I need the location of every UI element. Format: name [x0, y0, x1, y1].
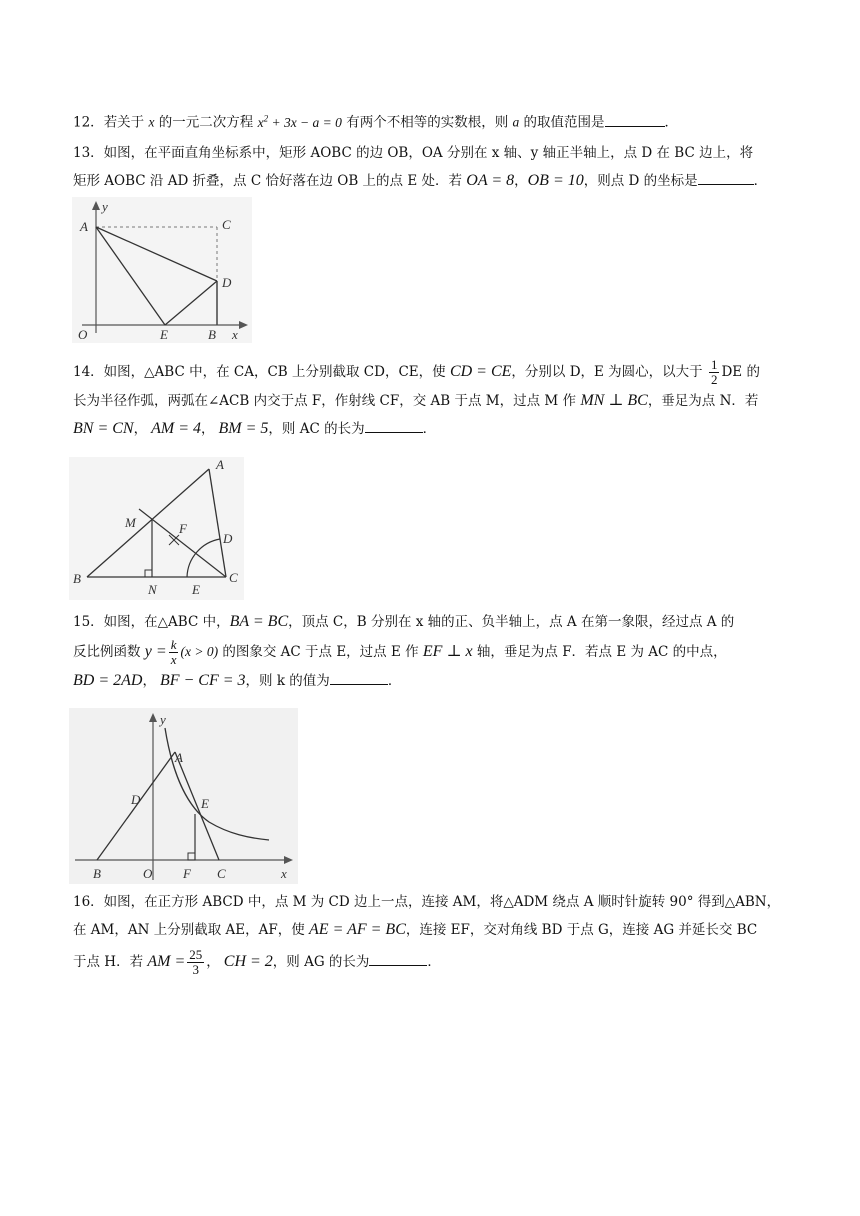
label-y: y: [160, 712, 166, 727]
condition: CH = 2: [223, 953, 273, 970]
label-y: y: [102, 199, 108, 214]
text: ，: [133, 421, 148, 437]
condition: AE = AF = BC: [309, 921, 406, 938]
condition: BN = CN: [73, 420, 134, 437]
text: ．: [427, 954, 441, 970]
fraction-denominator: 2: [710, 372, 718, 387]
question-16: [73, 890, 793, 977]
text: ，: [514, 173, 528, 189]
fraction-numerator: 1: [710, 357, 718, 372]
answer-blank[interactable]: [698, 170, 754, 185]
function-lhs: y =: [144, 643, 167, 660]
question-16-line-3: [73, 948, 793, 977]
text: ，垂足为点 N．若: [647, 393, 759, 409]
variable: a: [512, 114, 520, 130]
condition: BA = BC: [229, 613, 289, 630]
label-F: F: [179, 521, 187, 536]
question-number: 12．: [73, 114, 104, 131]
label-B: B: [73, 571, 81, 586]
condition: OA = 8: [466, 172, 515, 189]
question-12: [73, 106, 793, 135]
answer-blank[interactable]: [330, 670, 388, 685]
text: ．: [664, 114, 679, 131]
text: ．: [387, 673, 402, 689]
figure-13: [72, 197, 252, 343]
equation: [258, 115, 342, 130]
question-16-line-2: [73, 918, 793, 942]
label-D: D: [131, 792, 141, 807]
question-15-line-2: [73, 638, 793, 667]
question-16-line-1: 16．如图，在正方形 ABCD 中，点 M 为 CD 边上一点，连接 AM，将△ADM 绕点 A 顺时针旋转 90° 得到△ABN，: [73, 894, 781, 910]
question-14-line-2: [73, 389, 793, 413]
text: 矩形 AOBC 沿 AD 折叠，点 C 恰好落在边 OB 上的点 E 处．若: [73, 173, 467, 189]
fraction-25-over-3: [187, 948, 204, 977]
equation-part: x: [257, 114, 264, 130]
label-B: B: [93, 866, 101, 881]
label-O: O: [143, 866, 153, 881]
text: 14．如图，△ABC 中，在 CA，CB 上分别截取 CD，CE，使: [73, 364, 450, 380]
text: 的图象交 AC 于点 E，过点 E 作: [218, 644, 423, 660]
label-N: N: [148, 582, 157, 597]
question-14-line-3: [73, 417, 793, 441]
label-C: C: [229, 570, 238, 585]
text: ，: [206, 954, 220, 970]
text: 若关于: [103, 114, 149, 131]
text: 在 AM，AN 上分别截取 AE，AF，使: [73, 922, 310, 938]
equation-part: + 3x − a = 0: [268, 114, 342, 130]
label-E: E: [160, 327, 168, 342]
figure-14-svg: [69, 457, 244, 600]
condition: BM = 5: [218, 420, 269, 437]
condition: BF − CF = 3: [159, 672, 246, 689]
text: 的一元二次方程: [154, 114, 258, 131]
label-B: B: [208, 327, 216, 342]
text: 有两个不相等的实数根，则: [341, 114, 513, 131]
label-A: A: [216, 457, 224, 472]
label-D: D: [222, 275, 232, 290]
answer-blank[interactable]: [605, 112, 665, 127]
text: ，则 k 的值为: [245, 673, 330, 689]
fraction-k-over-x: [169, 638, 179, 667]
figure-15: [69, 708, 298, 884]
text: ．: [422, 421, 437, 437]
condition: MN ⊥ BC: [580, 392, 648, 409]
answer-blank[interactable]: [369, 951, 427, 966]
question-14-line-1: [73, 358, 793, 387]
label-M: M: [125, 515, 136, 530]
figure-14: [69, 457, 244, 600]
text: 15．如图，在△ABC 中，: [73, 614, 230, 630]
figure-15-svg: [69, 708, 298, 884]
equation-exponent: 2: [263, 113, 269, 123]
fraction-denominator: 3: [192, 962, 200, 977]
question-12-line: [73, 106, 793, 135]
text: ，: [142, 673, 156, 689]
label-C: C: [222, 217, 231, 232]
text: ，顶点 C，B 分别在 x 轴的正、负半轴上，点 A 在第一象限，经过点 A 的: [288, 614, 735, 630]
function-domain: (x > 0): [180, 644, 219, 659]
text: ．: [753, 173, 768, 189]
fraction-denominator: x: [170, 652, 177, 667]
text: 的取值范围是: [519, 114, 605, 131]
text: DE 的: [721, 364, 760, 380]
question-15: [73, 610, 793, 693]
fraction-numerator: k: [170, 637, 177, 652]
label-E: E: [201, 796, 209, 811]
label-O: O: [78, 327, 88, 342]
question-15-line-1: [73, 610, 793, 634]
label-D: D: [223, 531, 233, 546]
text: 反比例函数: [73, 644, 145, 660]
text: ，连接 EF，交对角线 BD 于点 G，连接 AG 并延长交 BC: [405, 922, 758, 938]
label-C: C: [217, 866, 226, 881]
fraction-numerator: 25: [189, 947, 203, 962]
answer-blank[interactable]: [365, 418, 423, 433]
label-A: A: [175, 750, 183, 765]
question-13-line-1: 13．如图，在平面直角坐标系中，矩形 AOBC 的边 OB，OA 分别在 x 轴、y 轴正半轴上，点 D 在 BC 边上，将: [73, 145, 754, 161]
question-13: [73, 141, 793, 193]
question-14: [73, 358, 793, 441]
text: 轴，垂足为点 F．若点 E 为 AC 的中点，: [472, 644, 727, 660]
label-E: E: [192, 582, 200, 597]
text: ，分别以 D，E 为圆心，以大于: [511, 364, 707, 380]
label-x: x: [232, 327, 238, 342]
condition: AM =: [147, 953, 186, 970]
question-15-line-3: [73, 669, 793, 693]
condition: EF ⊥ x: [422, 643, 473, 660]
fraction-one-half: [709, 358, 720, 387]
text: ，则 AC 的长为: [268, 421, 365, 437]
variable: x: [148, 114, 155, 130]
condition: OB = 10: [527, 172, 584, 189]
condition: BD = 2AD: [73, 672, 143, 689]
condition: CD = CE: [449, 363, 512, 380]
figure-13-svg: [72, 197, 252, 343]
label-A: A: [80, 219, 88, 234]
text: 于点 H．若: [73, 954, 148, 970]
label-F: F: [183, 866, 191, 881]
text: ，则点 D 的坐标是: [583, 173, 698, 189]
text: ，则 AG 的长为: [272, 954, 370, 970]
text: 长为半径作弧，两弧在∠ACB 内交于点 F，作射线 CF，交 AB 于点 M，过点 M 作: [73, 393, 581, 409]
text: ，: [201, 421, 215, 437]
question-13-line-2: [73, 169, 793, 193]
condition: AM = 4: [151, 420, 201, 437]
label-x: x: [281, 866, 287, 881]
